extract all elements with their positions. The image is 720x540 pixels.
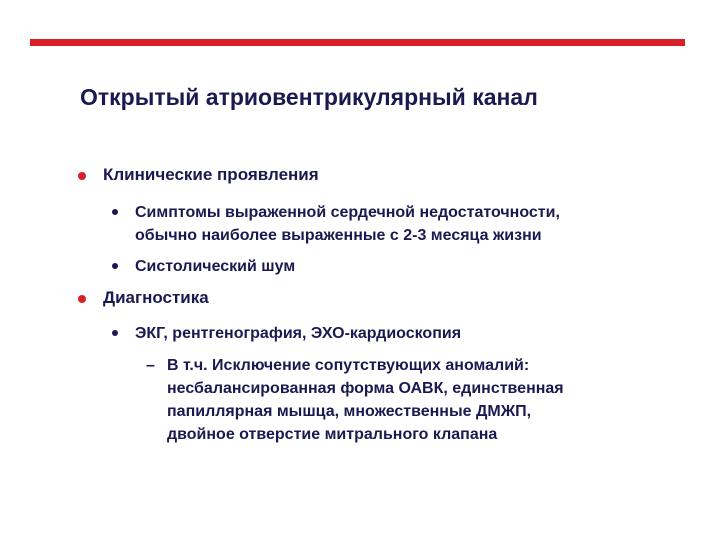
title-accent-bar bbox=[30, 39, 685, 46]
list-item-text bbox=[135, 322, 655, 345]
sublist-item-line: двойное отверстие митрального клапана bbox=[167, 426, 498, 443]
dash-marker: – bbox=[146, 357, 155, 374]
list-item-line: обычно наиболее выраженные с 2-3 месяца жизни bbox=[135, 227, 542, 244]
list-item-line: ЭКГ, рентгенография, ЭХО-кардиоскопия bbox=[135, 325, 462, 342]
list-item-line: Симптомы выраженной сердечной недостаточности, bbox=[135, 204, 560, 221]
bullet-dot-icon bbox=[78, 172, 86, 180]
section-heading: Диагностика bbox=[103, 288, 209, 307]
sublist-item-text bbox=[167, 354, 667, 446]
slide-title: Открытый атриовентрикулярный канал bbox=[80, 84, 538, 110]
sublist-item-line: В т.ч. Исключение сопутствующих аномалий: bbox=[167, 357, 530, 374]
list-item-text bbox=[135, 255, 655, 278]
bullet-dot-icon bbox=[112, 263, 118, 269]
bullet-dot-icon bbox=[78, 295, 86, 303]
bullet-dot-icon bbox=[112, 330, 118, 336]
bullet-dot-icon bbox=[112, 209, 118, 215]
section-heading: Клинические проявления bbox=[103, 165, 319, 184]
list-item-text bbox=[135, 201, 655, 247]
sublist-item-line: несбалансированная форма ОАВК, единственная bbox=[167, 380, 564, 397]
list-item-line: Систолический шум bbox=[135, 258, 296, 275]
sublist-item-line: папиллярная мышца, множественные ДМЖП, bbox=[167, 403, 532, 420]
